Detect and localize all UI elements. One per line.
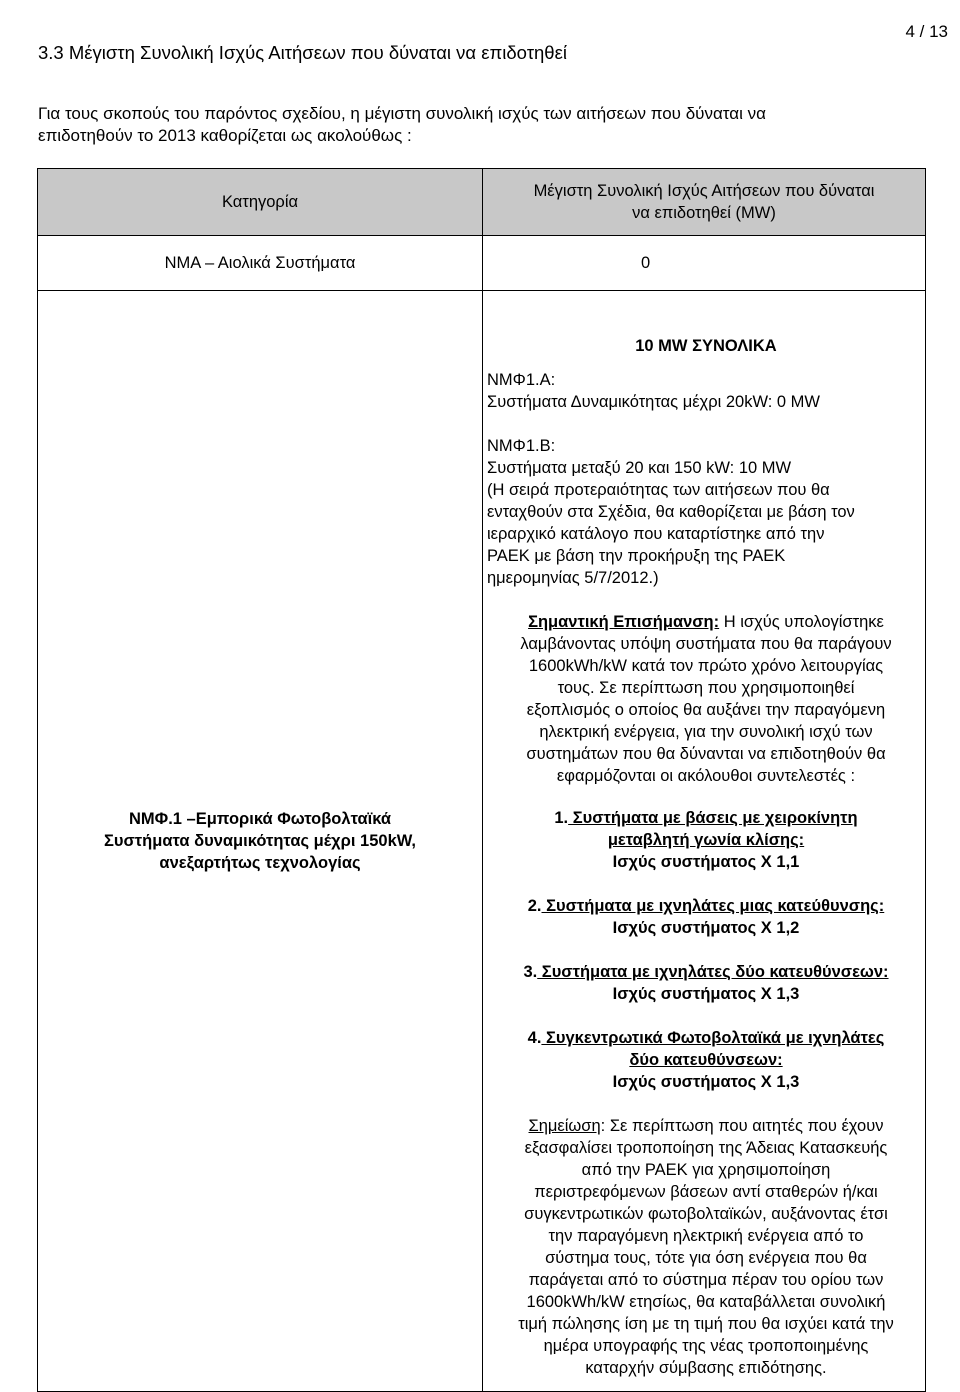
note-label: Σημείωση bbox=[528, 1117, 601, 1135]
pv-a-text: Συστήματα Δυναμικότητας μέχρι 20kW: 0 MW bbox=[487, 393, 820, 411]
note-line: σύστημα τους, τότε για όση ενέργεια που θα bbox=[545, 1249, 867, 1267]
header-category: Κατηγορία bbox=[38, 169, 483, 236]
table-header-row bbox=[38, 169, 926, 236]
factor-1-power: Ισχύς συστήματος Χ 1,1 bbox=[612, 853, 800, 871]
header-max-power bbox=[483, 169, 926, 236]
table-row-wind bbox=[38, 236, 926, 291]
pv-max-power-cell bbox=[483, 291, 926, 1392]
important-first: Η ισχύς υπολογίστηκε bbox=[719, 613, 884, 631]
factor-1-num: 1. bbox=[554, 809, 569, 827]
factor-2-line-1: Συστήματα με ιχνηλάτες μιας κατεύθυνσης: bbox=[541, 897, 885, 915]
pv-b-line: Συστήματα μεταξύ 20 και 150 kW: 10 MW bbox=[487, 459, 792, 477]
page-number: 4 / 13 bbox=[905, 22, 948, 41]
pv-b-line: ενταχθούν στα Σχέδια, θα καθορίζεται με βάση τον bbox=[487, 503, 855, 521]
important-line: ηλεκτρική ενέργεια, για την συνολική ισχύ των bbox=[539, 723, 873, 741]
intro-line-2: επιδοτηθούν το 2013 καθορίζεται ως ακολούθως : bbox=[38, 126, 412, 145]
max-power-table bbox=[37, 168, 926, 1392]
note-line: ημέρα υπογραφής της νέας τροποποιημένης bbox=[543, 1337, 869, 1355]
factor-1 bbox=[487, 807, 925, 873]
wind-category: ΝΜΑ – Αιολικά Συστήματα bbox=[38, 236, 483, 291]
important-label: Σημαντική Επισήμανση: bbox=[528, 613, 720, 631]
pv-b-line: ΡΑΕΚ με βάση την προκήρυξη της ΡΑΕΚ bbox=[487, 547, 786, 565]
note-line: την παραγόμενη ηλεκτρική ενέργεια από το bbox=[548, 1227, 864, 1245]
note-line: καταρχήν σύμβασης επιδότησης. bbox=[585, 1359, 827, 1377]
factor-3-num: 3. bbox=[523, 963, 538, 981]
note-line: περιστρεφόμενων βάσεων αντί σταθερών ή/και bbox=[534, 1183, 878, 1201]
header-max-power-line-1: Μέγιστη Συνολική Ισχύς Αιτήσεων που δύναται bbox=[533, 182, 875, 200]
pv-category bbox=[38, 291, 483, 1392]
important-line: 1600kWh/kW κατά τον πρώτο χρόνο λειτουργίας bbox=[528, 657, 884, 675]
important-line: τους. Σε περίπτωση που χρησιμοποιηθεί bbox=[557, 679, 855, 697]
factor-4-line-2: δύο κατευθύνσεων: bbox=[629, 1051, 783, 1069]
factor-3 bbox=[487, 961, 925, 1005]
table-row-pv bbox=[38, 291, 926, 1392]
note-first: : Σε περίπτωση που αιτητές που έχουν bbox=[600, 1117, 884, 1135]
pv-b-text bbox=[487, 457, 925, 589]
factor-4 bbox=[487, 1027, 925, 1093]
pv-category-line-3: ανεξαρτήτως τεχνολογίας bbox=[159, 854, 361, 872]
pv-category-line-2: Συστήματα δυναμικότητας μέχρι 150kW, bbox=[103, 832, 416, 850]
header-max-power-line-2: να επιδοτηθεί (MW) bbox=[632, 204, 776, 222]
factor-3-power: Ισχύς συστήματος Χ 1,3 bbox=[612, 985, 800, 1003]
note-line: παράγεται από το σύστημα πέραν του ορίου των bbox=[528, 1271, 884, 1289]
factor-3-line-1: Συστήματα με ιχνηλάτες δύο κατευθύνσεων: bbox=[537, 963, 889, 981]
note-line: από την ΡΑΕΚ για χρησιμοποίηση bbox=[581, 1161, 831, 1179]
pv-category-line-1: ΝΜΦ.1 –Εμπορικά Φωτοβολταϊκά bbox=[128, 810, 391, 828]
pv-b-line: ιεραρχικό κατάλογο που καταρτίστηκε από την bbox=[487, 525, 825, 543]
note-line: εξασφαλίσει τροποποίηση της Άδειας Κατασκευής bbox=[524, 1139, 888, 1157]
pv-total: 10 MW ΣΥΝΟΛΙΚΑ bbox=[635, 337, 777, 355]
pv-b-title: ΝΜΦ1.Β: bbox=[487, 437, 556, 455]
intro-line-1: Για τους σκοπούς του παρόντος σχεδίου, η μέγιστη συνολική ισχύς των αιτήσεων που δύναται να bbox=[38, 104, 766, 123]
factor-1-line-2: μεταβλητή γωνία κλίσης: bbox=[607, 831, 805, 849]
note bbox=[487, 1115, 925, 1379]
factor-2-num: 2. bbox=[527, 897, 542, 915]
factor-1-line-1: Συστήματα με βάσεις με χειροκίνητη bbox=[568, 809, 858, 827]
important-line: εξοπλισμός ο οποίος θα αυξάνει την παραγόμενη bbox=[526, 701, 886, 719]
factor-4-line-1: Συγκεντρωτικά Φωτοβολταϊκά με ιχνηλάτες bbox=[541, 1029, 885, 1047]
factor-4-num: 4. bbox=[527, 1029, 542, 1047]
intro-paragraph bbox=[38, 103, 953, 147]
important-line: εφαρμόζονται οι ακόλουθοι συντελεστές : bbox=[556, 767, 856, 785]
factor-4-power: Ισχύς συστήματος Χ 1,3 bbox=[612, 1073, 800, 1091]
pv-b-line: ημερομηνίας 5/7/2012.) bbox=[487, 569, 659, 587]
note-line: 1600kWh/kW ετησίως, θα καταβάλλεται συνολική bbox=[526, 1293, 886, 1311]
pv-b-line: (Η σειρά προτεραιότητας των αιτήσεων που θα bbox=[487, 481, 830, 499]
section-title: 3.3 Μέγιστη Συνολική Ισχύς Αιτήσεων που δύναται να επιδοτηθεί bbox=[38, 42, 567, 63]
wind-value: 0 bbox=[483, 236, 926, 291]
important-line: λαμβάνοντας υπόψη συστήματα που θα παράγουν bbox=[520, 635, 892, 653]
factor-2-power: Ισχύς συστήματος Χ 1,2 bbox=[612, 919, 800, 937]
important-note bbox=[487, 611, 925, 787]
important-line: συστημάτων που θα δύνανται να επιδοτηθούν θα bbox=[526, 745, 886, 763]
factor-2 bbox=[487, 895, 925, 939]
note-line: συγκεντρωτικών φωτοβολταϊκών, αυξάνοντας έτσι bbox=[524, 1205, 888, 1223]
pv-a-title: ΝΜΦ1.Α: bbox=[487, 371, 556, 389]
note-line: τιμή πώλησης ίση με τη τιμή που θα ισχύει κατά την bbox=[518, 1315, 894, 1333]
